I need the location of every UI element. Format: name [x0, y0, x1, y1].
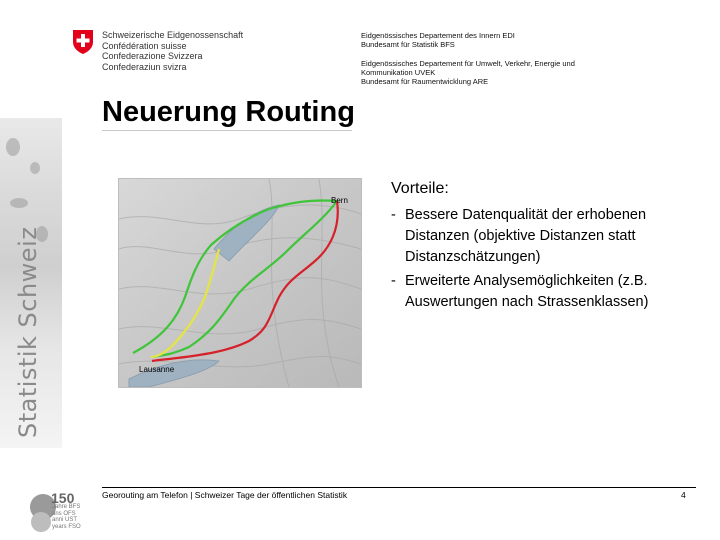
department-info [361, 31, 575, 86]
anniversary-logo [14, 490, 86, 536]
anniversary-number: 150 [51, 490, 75, 506]
department-line: Eidgenössisches Departement für Umwelt, Verkehr, Energie und [361, 58, 575, 68]
confederation-names [102, 30, 243, 72]
map-label-bern: Bern [331, 196, 348, 205]
side-label: Statistik Schweiz [14, 226, 42, 438]
office-line: Bundesamt für Raumentwicklung ARE [361, 77, 489, 87]
swiss-coat-of-arms-icon [72, 29, 94, 55]
anniversary-text: Jahre BFS ans OFS anni UST years FSO [52, 504, 81, 530]
bullet-item [391, 205, 646, 268]
confederation-name-rm: Confederaziun svizra [102, 61, 187, 72]
route-map [118, 178, 362, 388]
page-number: 4 [681, 490, 686, 500]
department-line: Eidgenössisches Departement des Innern EDI [361, 31, 515, 40]
confederation-name-it: Confederazione Svizzera [102, 51, 203, 61]
anniversary-circle-icon [31, 512, 51, 532]
department-line: Kommunikation UVEK [361, 67, 436, 77]
confederation-name-fr: Confédération suisse [102, 40, 187, 51]
bullet-item [391, 271, 648, 313]
footer-text: Georouting am Telefon | Schweizer Tage der öffentlichen Statistik [102, 490, 348, 500]
page-title: Neuerung Routing [102, 96, 355, 128]
bullet-text: Erweiterte Analysemöglichkeiten (z.B. Auswertungen nach Strassenklassen) [405, 273, 649, 310]
confederation-name-de: Schweizerische Eidgenossenschaft [102, 30, 244, 40]
map-label-lausanne: Lausanne [139, 365, 175, 374]
title-underline [102, 130, 352, 131]
footer-rule [102, 487, 696, 488]
office-line: Bundesamt für Statistik BFS [361, 40, 455, 50]
bullet-dash: - [391, 207, 396, 223]
advantages-heading: Vorteile: [391, 180, 449, 197]
relief-map-svg [119, 179, 361, 387]
bullet-dash: - [391, 273, 396, 289]
bullet-text: Bessere Datenqualität der erhobenen Distanzen (objektive Distanzen statt Distanzschätzungen) [405, 207, 647, 265]
